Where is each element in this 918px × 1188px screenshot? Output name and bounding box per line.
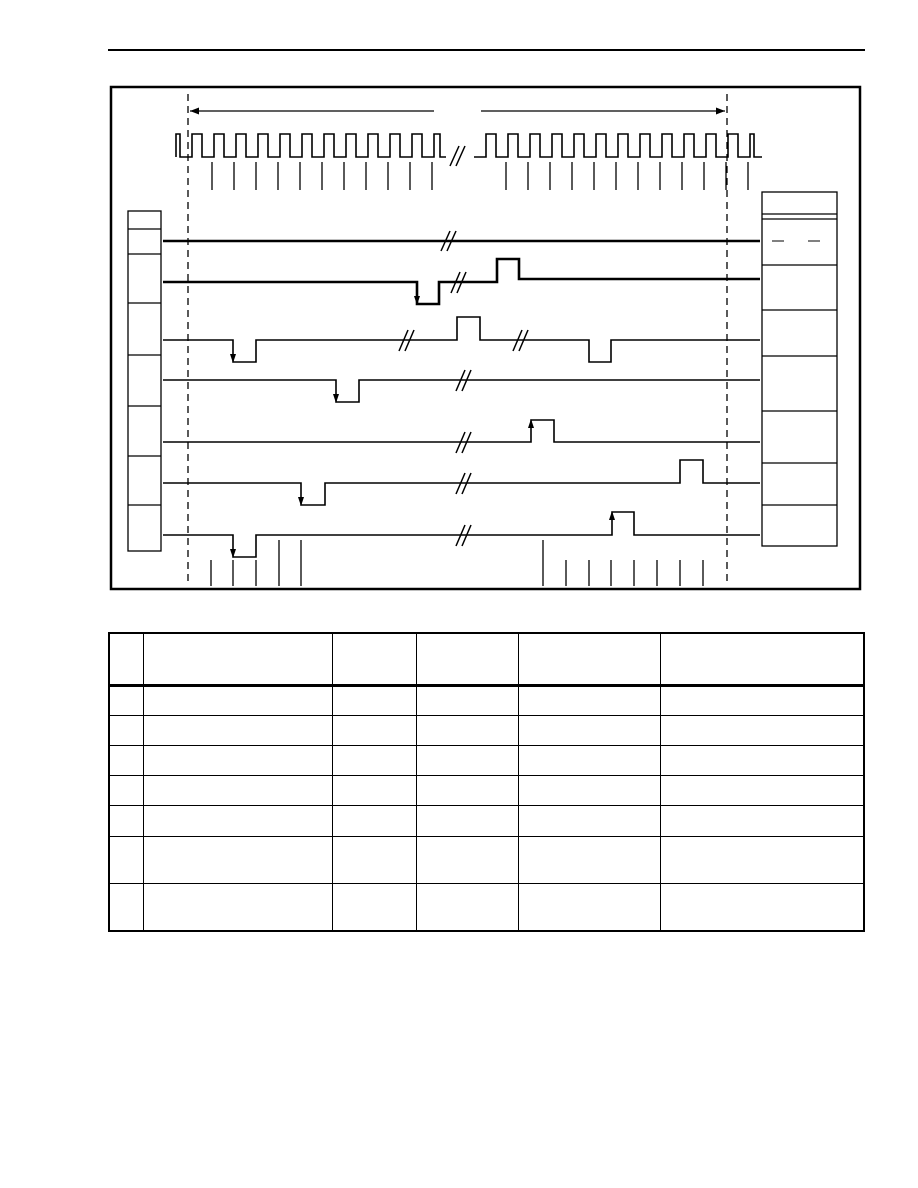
table-cell <box>332 806 416 836</box>
table-header-cell <box>518 633 660 685</box>
table-cell <box>518 745 660 775</box>
edge-arrowheads <box>230 296 615 558</box>
table-cell <box>518 776 660 806</box>
table-row <box>109 806 864 836</box>
signal-break-marks <box>399 231 528 546</box>
table-cell <box>660 685 864 715</box>
clock-waveform <box>176 134 446 157</box>
table-cell <box>143 715 332 745</box>
table-cell <box>109 776 143 806</box>
table-cell <box>416 836 518 883</box>
table-cell <box>143 884 332 931</box>
left-signal-label-column <box>128 211 161 551</box>
duration-arrow <box>190 108 725 115</box>
table-cell <box>109 884 143 931</box>
table-cell <box>416 806 518 836</box>
table-row <box>109 745 864 775</box>
table-cell <box>660 806 864 836</box>
clock-break-mark <box>450 146 465 166</box>
right-label-column <box>762 192 837 546</box>
table-header-cell <box>109 633 143 685</box>
table-cell <box>332 745 416 775</box>
table-cell <box>518 884 660 931</box>
table-row <box>109 715 864 745</box>
table-cell <box>416 715 518 745</box>
table-cell <box>660 836 864 883</box>
table-header-cell <box>660 633 864 685</box>
table-header-row <box>109 633 864 685</box>
table-header-cell <box>143 633 332 685</box>
table-cell <box>660 715 864 745</box>
table-cell <box>332 685 416 715</box>
table-cell <box>143 836 332 883</box>
table-cell <box>109 836 143 883</box>
table-cell <box>518 715 660 745</box>
table-header-cell <box>416 633 518 685</box>
table-cell <box>332 715 416 745</box>
table-cell <box>518 836 660 883</box>
bottom-ticks <box>211 540 703 586</box>
table-row <box>109 836 864 883</box>
table-row <box>109 884 864 931</box>
table-cell <box>143 776 332 806</box>
table-cell <box>416 776 518 806</box>
table-cell <box>416 685 518 715</box>
clock-ticks <box>212 162 748 190</box>
table-cell <box>660 745 864 775</box>
table-cell <box>332 884 416 931</box>
table-cell <box>109 685 143 715</box>
table-cell <box>143 806 332 836</box>
table-cell <box>332 776 416 806</box>
table-cell <box>416 884 518 931</box>
signal-trace-3 <box>163 317 760 362</box>
table-cell <box>416 745 518 775</box>
table-cell <box>109 745 143 775</box>
table-cell <box>518 685 660 715</box>
table-cell <box>660 776 864 806</box>
table-cell <box>660 884 864 931</box>
table-cell <box>143 685 332 715</box>
clock-waveform-continued <box>474 134 762 157</box>
table-cell <box>109 715 143 745</box>
table-row <box>109 685 864 715</box>
signal-trace-4 <box>163 380 760 402</box>
table-cell <box>143 745 332 775</box>
table-cell <box>332 836 416 883</box>
table-cell <box>518 806 660 836</box>
timing-parameter-table <box>108 632 865 932</box>
table-row <box>109 776 864 806</box>
table-header-cell <box>332 633 416 685</box>
table-cell <box>109 806 143 836</box>
